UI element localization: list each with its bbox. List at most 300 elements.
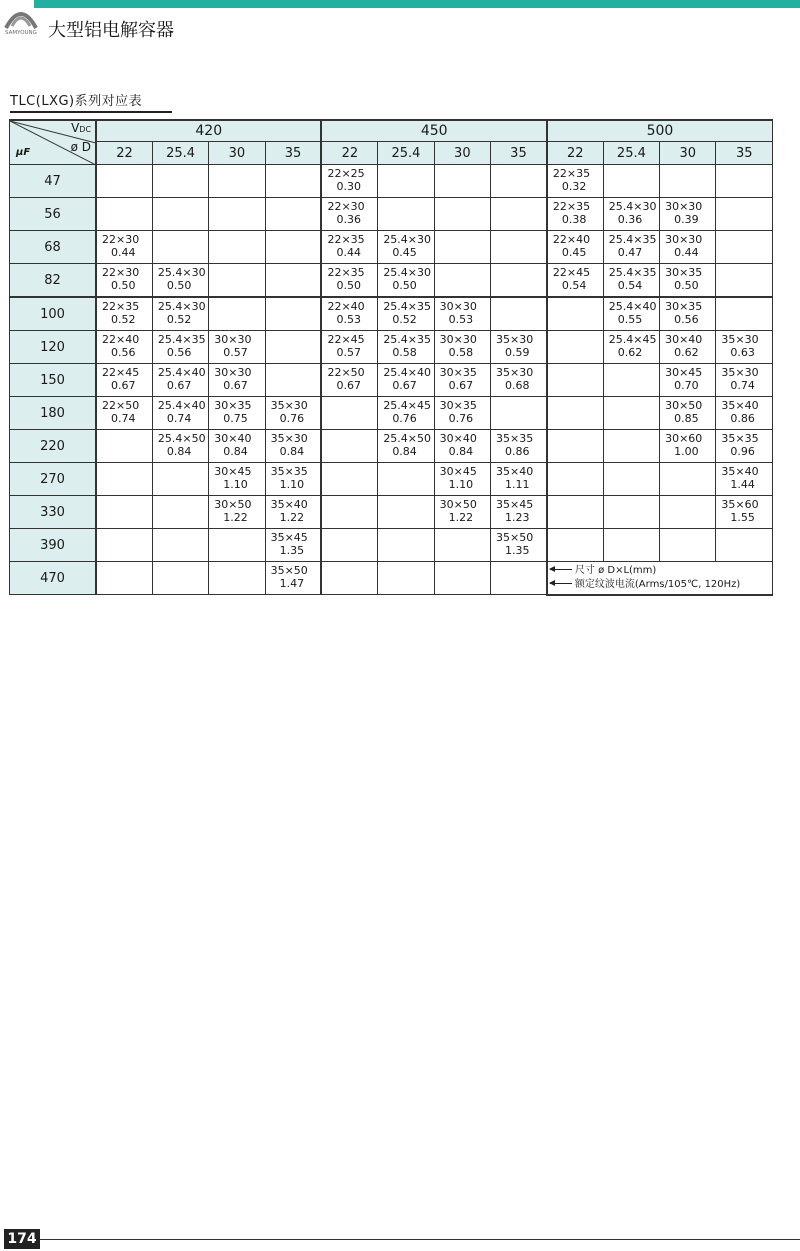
- ripple-current-text: 0.52: [111, 313, 136, 326]
- spec-cell: [603, 364, 659, 397]
- ripple-current-text: 0.62: [674, 346, 699, 359]
- ripple-current-text: 0.52: [392, 313, 417, 326]
- spec-cell: [491, 165, 547, 198]
- size-text: 35×35: [270, 465, 308, 478]
- spec-cell: [265, 231, 321, 264]
- spec-cell: [491, 297, 547, 331]
- ripple-current-text: 0.58: [392, 346, 417, 359]
- section-title: TLC(LXG)系列对应表: [10, 90, 172, 113]
- spec-cell: [660, 496, 716, 529]
- page-title: 大型铝电解容器: [48, 20, 174, 41]
- spec-cell: [265, 529, 321, 562]
- spec-cell: [378, 331, 434, 364]
- diameter-header: 22: [96, 142, 152, 165]
- size-text: 35×40: [496, 465, 534, 478]
- spec-cell: [321, 430, 377, 463]
- spec-cell: [152, 231, 208, 264]
- spec-cell: [378, 430, 434, 463]
- spec-cell: [209, 364, 265, 397]
- ripple-current-text: 1.10: [223, 478, 248, 491]
- size-text: 30×35: [214, 399, 252, 412]
- spec-cell: [152, 397, 208, 430]
- ripple-current-text: 1.11: [505, 478, 530, 491]
- size-text: 30×30: [214, 366, 252, 379]
- size-text: 25.4×35: [157, 333, 206, 346]
- size-text: 25.4×30: [383, 233, 432, 246]
- spec-cell: [547, 231, 603, 264]
- ripple-current-text: 0.84: [166, 445, 192, 458]
- ripple-current-text: 0.36: [336, 213, 361, 226]
- size-text: 22×30: [102, 266, 140, 279]
- ripple-current-text: 1.55: [730, 511, 755, 524]
- size-text: 25.4×35: [383, 333, 432, 346]
- spec-cell: [265, 496, 321, 529]
- size-text: 22×45: [102, 366, 140, 379]
- size-text: 25.4×50: [383, 432, 432, 445]
- ripple-current-text: 0.74: [166, 412, 192, 425]
- table-row: [10, 264, 773, 298]
- spec-cell: [491, 231, 547, 264]
- spec-cell: [660, 297, 716, 331]
- spec-cell: [547, 496, 603, 529]
- size-text: 25.4×40: [157, 399, 206, 412]
- ripple-current-text: 0.96: [730, 445, 755, 458]
- table-row: [10, 529, 773, 562]
- spec-cell: [96, 496, 152, 529]
- spec-cell: [209, 264, 265, 298]
- spec-cell: [378, 198, 434, 231]
- size-text: 22×35: [552, 200, 591, 213]
- capacitor-spec-table: [9, 119, 773, 596]
- size-text: 25.4×45: [608, 333, 657, 346]
- ripple-current-text: 0.84: [279, 445, 305, 458]
- spec-cell: [491, 331, 547, 364]
- size-text: 30×40: [665, 333, 703, 346]
- ripple-current-text: 0.86: [730, 412, 755, 425]
- spec-cell: [547, 264, 603, 298]
- diameter-header: 35: [716, 142, 773, 165]
- spec-cell: [321, 231, 377, 264]
- spec-cell: [603, 198, 659, 231]
- spec-cell: [321, 397, 377, 430]
- table-row: [10, 463, 773, 496]
- capacitance-value: 270: [10, 463, 97, 496]
- ripple-current-text: 1.10: [279, 478, 305, 491]
- spec-cell: [378, 264, 434, 298]
- ripple-current-text: 0.55: [617, 313, 643, 326]
- ripple-current-text: 0.67: [336, 379, 361, 392]
- voltage-group-header: 420: [96, 120, 321, 142]
- spec-cell: [716, 297, 773, 331]
- spec-cell: [491, 397, 547, 430]
- capacitance-value: 100: [10, 297, 97, 331]
- spec-cell: [434, 297, 490, 331]
- spec-cell: [434, 529, 490, 562]
- ripple-current-text: 0.75: [223, 412, 248, 425]
- spec-cell: [716, 231, 773, 264]
- spec-cell: [265, 463, 321, 496]
- size-text: 30×35: [439, 399, 477, 412]
- spec-cell: [547, 397, 603, 430]
- spec-cell: [152, 430, 208, 463]
- ripple-current-text: 1.44: [730, 478, 755, 491]
- size-text: 35×35: [721, 432, 759, 445]
- spec-cell: [265, 165, 321, 198]
- spec-cell: [96, 264, 152, 298]
- size-text: 25.4×40: [383, 366, 432, 379]
- size-text: 35×60: [721, 498, 759, 511]
- table-row: [10, 397, 773, 430]
- spec-cell: [660, 397, 716, 430]
- spec-cell: [321, 165, 377, 198]
- legend-size: 尺寸 ø D×L(mm): [550, 564, 772, 578]
- size-text: 25.4×50: [157, 432, 206, 445]
- spec-cell: [265, 331, 321, 364]
- ripple-current-text: 1.35: [279, 544, 305, 557]
- spec-cell: [660, 463, 716, 496]
- spec-cell: [660, 364, 716, 397]
- spec-cell: [660, 231, 716, 264]
- spec-cell: [96, 529, 152, 562]
- size-text: 25.4×30: [157, 266, 206, 279]
- ripple-current-text: 0.76: [448, 412, 474, 425]
- ripple-current-text: 0.39: [674, 213, 699, 226]
- spec-cell: [209, 430, 265, 463]
- ripple-current-text: 1.10: [448, 478, 474, 491]
- spec-cell: [96, 364, 152, 397]
- spec-cell: [209, 165, 265, 198]
- ripple-current-text: 0.58: [448, 346, 474, 359]
- size-text: 22×30: [327, 200, 365, 213]
- spec-cell: [547, 430, 603, 463]
- samyoung-logo-icon: [2, 2, 40, 36]
- spec-cell: [716, 364, 773, 397]
- spec-cell: [96, 198, 152, 231]
- spec-cell: [321, 463, 377, 496]
- ripple-current-text: 0.38: [561, 213, 587, 226]
- spec-cell: [321, 364, 377, 397]
- spec-cell: [603, 463, 659, 496]
- spec-cell: [491, 364, 547, 397]
- size-text: 30×45: [665, 366, 703, 379]
- ripple-current-text: 0.74: [730, 379, 755, 392]
- diameter-header: 25.4: [603, 142, 659, 165]
- spec-cell: [209, 297, 265, 331]
- spec-cell: [491, 562, 547, 595]
- diameter-header: 30: [209, 142, 265, 165]
- ripple-current-text: 0.53: [336, 313, 361, 326]
- diameter-header: 22: [547, 142, 603, 165]
- size-text: 30×30: [214, 333, 252, 346]
- capacitance-value: 82: [10, 264, 97, 298]
- ripple-current-text: 0.56: [111, 346, 136, 359]
- diameter-header: 35: [265, 142, 321, 165]
- table-row: [10, 297, 773, 331]
- size-text: 22×35: [327, 233, 365, 246]
- spec-cell: [434, 463, 490, 496]
- spec-cell: [491, 430, 547, 463]
- size-text: 30×45: [214, 465, 252, 478]
- spec-cell: [209, 331, 265, 364]
- spec-cell: [378, 496, 434, 529]
- diameter-header: 30: [660, 142, 716, 165]
- spec-cell: [603, 529, 659, 562]
- spec-cell: [547, 529, 603, 562]
- capacitance-value: 180: [10, 397, 97, 430]
- ripple-current-text: 0.53: [448, 313, 474, 326]
- spec-cell: [152, 198, 208, 231]
- ripple-current-text: 0.47: [617, 246, 643, 259]
- spec-cell: [152, 331, 208, 364]
- size-text: 30×30: [665, 200, 703, 213]
- size-text: 35×45: [270, 531, 308, 544]
- footer-rule: [40, 1239, 800, 1240]
- legend-ripple: 额定纹波电流(Arms/105℃, 120Hz): [550, 578, 772, 592]
- spec-cell: [265, 264, 321, 298]
- size-text: 30×40: [214, 432, 252, 445]
- ripple-current-text: 1.47: [279, 577, 305, 590]
- spec-cell: [434, 430, 490, 463]
- size-text: 25.4×40: [608, 300, 657, 313]
- capacitance-value: 470: [10, 562, 97, 595]
- table-row: [10, 562, 773, 595]
- spec-cell: [321, 331, 377, 364]
- voltage-group-header: 450: [321, 120, 546, 142]
- size-text: 25.4×30: [608, 200, 657, 213]
- spec-cell: [660, 198, 716, 231]
- ripple-current-text: 0.67: [166, 379, 192, 392]
- size-text: 35×35: [496, 432, 534, 445]
- arrow-left-icon: [550, 569, 572, 570]
- size-text: 22×45: [552, 266, 591, 279]
- spec-cell: [209, 397, 265, 430]
- spec-cell: [716, 529, 773, 562]
- ripple-current-text: 0.84: [392, 445, 417, 458]
- spec-cell: [209, 562, 265, 595]
- arrow-left-icon: [550, 583, 572, 584]
- spec-cell: [716, 397, 773, 430]
- size-text: 35×50: [270, 564, 308, 577]
- size-text: 22×35: [102, 300, 140, 313]
- spec-cell: [491, 198, 547, 231]
- size-text: 22×25: [327, 167, 365, 180]
- size-text: 35×30: [496, 333, 534, 346]
- ripple-current-text: 0.44: [674, 246, 699, 259]
- spec-cell: [434, 231, 490, 264]
- spec-cell: [378, 297, 434, 331]
- size-text: 30×40: [439, 432, 477, 445]
- spec-cell: [209, 496, 265, 529]
- spec-cell: [265, 364, 321, 397]
- size-text: 25.4×45: [383, 399, 432, 412]
- size-text: 35×40: [721, 399, 759, 412]
- spec-cell: [152, 562, 208, 595]
- spec-cell: [434, 165, 490, 198]
- table-row: [10, 430, 773, 463]
- ripple-current-text: 0.74: [111, 412, 136, 425]
- ripple-current-text: 0.57: [223, 346, 248, 359]
- spec-cell: [96, 297, 152, 331]
- spec-cell: [434, 331, 490, 364]
- size-text: 35×30: [270, 432, 308, 445]
- ripple-current-text: 0.50: [336, 279, 361, 292]
- spec-cell: [434, 198, 490, 231]
- spec-cell: [378, 562, 434, 595]
- spec-cell: [434, 397, 490, 430]
- size-text: 22×40: [552, 233, 591, 246]
- diameter-header: 35: [491, 142, 547, 165]
- spec-cell: [321, 264, 377, 298]
- spec-cell: [152, 364, 208, 397]
- ripple-current-text: 0.76: [392, 412, 417, 425]
- spec-cell: [96, 430, 152, 463]
- spec-cell: [603, 165, 659, 198]
- spec-cell: [434, 264, 490, 298]
- spec-cell: [491, 463, 547, 496]
- ripple-current-text: 0.67: [392, 379, 417, 392]
- ripple-current-text: 0.36: [617, 213, 643, 226]
- ripple-current-text: 0.59: [505, 346, 530, 359]
- spec-cell: [491, 529, 547, 562]
- ripple-current-text: 0.86: [505, 445, 530, 458]
- spec-cell: [603, 496, 659, 529]
- diameter-header: 22: [321, 142, 377, 165]
- spec-cell: [491, 264, 547, 298]
- size-text: 25.4×40: [157, 366, 206, 379]
- ripple-current-text: 1.22: [223, 511, 248, 524]
- spec-cell: [716, 430, 773, 463]
- spec-cell: [321, 297, 377, 331]
- ripple-current-text: 0.50: [674, 279, 699, 292]
- size-text: 22×40: [102, 333, 140, 346]
- spec-cell: [716, 165, 773, 198]
- ripple-current-text: 0.45: [392, 246, 417, 259]
- ripple-current-text: 1.22: [279, 511, 305, 524]
- size-text: 30×50: [665, 399, 703, 412]
- size-text: 35×30: [496, 366, 534, 379]
- spec-cell: [603, 297, 659, 331]
- spec-cell: [96, 331, 152, 364]
- spec-cell: [96, 397, 152, 430]
- logo-brand-text: SAMYOUNG: [5, 30, 37, 36]
- spec-cell: [265, 562, 321, 595]
- size-text: 22×45: [327, 333, 365, 346]
- size-text: 22×50: [327, 366, 365, 379]
- size-text: 30×50: [214, 498, 252, 511]
- capacitance-value: 220: [10, 430, 97, 463]
- ripple-current-text: 0.85: [674, 412, 699, 425]
- size-text: 22×30: [102, 233, 140, 246]
- diameter-header: 25.4: [152, 142, 208, 165]
- table-row: [10, 331, 773, 364]
- table-row: [10, 198, 773, 231]
- spec-cell: [321, 198, 377, 231]
- size-text: 35×50: [496, 531, 534, 544]
- ripple-current-text: 0.44: [336, 246, 361, 259]
- spec-cell: [321, 529, 377, 562]
- spec-cell: [491, 496, 547, 529]
- ripple-current-text: 0.30: [336, 180, 361, 193]
- ripple-current-text: 0.45: [561, 246, 587, 259]
- spec-cell: [603, 264, 659, 298]
- spec-cell: [434, 364, 490, 397]
- size-text: 30×60: [665, 432, 703, 445]
- diameter-header: 30: [434, 142, 490, 165]
- spec-cell: [96, 463, 152, 496]
- ripple-current-text: 0.54: [617, 279, 643, 292]
- spec-cell: [603, 331, 659, 364]
- spec-cell: [716, 463, 773, 496]
- spec-cell: [152, 529, 208, 562]
- spec-cell: [434, 562, 490, 595]
- capacitance-value: 56: [10, 198, 97, 231]
- ripple-current-text: 0.50: [166, 279, 192, 292]
- size-text: 22×35: [552, 167, 591, 180]
- spec-cell: [660, 165, 716, 198]
- spec-cell: [152, 496, 208, 529]
- ripple-current-text: 0.56: [166, 346, 192, 359]
- spec-cell: [547, 364, 603, 397]
- size-text: 30×30: [439, 300, 477, 313]
- spec-cell: [209, 231, 265, 264]
- capacitance-value: 47: [10, 165, 97, 198]
- size-text: 30×50: [439, 498, 477, 511]
- table-legend: [547, 562, 773, 595]
- spec-cell: [547, 165, 603, 198]
- size-text: 30×30: [439, 333, 477, 346]
- spec-cell: [660, 264, 716, 298]
- spec-cell: [209, 198, 265, 231]
- voltage-group-header: 500: [547, 120, 773, 142]
- capacitance-value: 120: [10, 331, 97, 364]
- ripple-current-text: 0.67: [223, 379, 248, 392]
- spec-cell: [265, 198, 321, 231]
- size-text: 35×45: [496, 498, 534, 511]
- ripple-current-text: 0.76: [279, 412, 305, 425]
- size-text: 30×35: [665, 300, 703, 313]
- spec-cell: [434, 496, 490, 529]
- ripple-current-text: 0.54: [561, 279, 587, 292]
- spec-cell: [716, 264, 773, 298]
- spec-cell: [209, 463, 265, 496]
- ripple-current-text: 1.23: [505, 511, 530, 524]
- spec-cell: [96, 562, 152, 595]
- diameter-header: 25.4: [378, 142, 434, 165]
- diameter-label: ø D: [70, 140, 92, 154]
- spec-cell: [716, 331, 773, 364]
- ripple-current-text: 0.52: [166, 313, 192, 326]
- size-text: 25.4×35: [608, 233, 657, 246]
- spec-cell: [547, 463, 603, 496]
- ripple-current-text: 0.67: [448, 379, 474, 392]
- size-text: 35×30: [270, 399, 308, 412]
- size-text: 30×35: [439, 366, 477, 379]
- ripple-current-text: 0.50: [392, 279, 417, 292]
- page-number: 174: [4, 1229, 40, 1249]
- spec-cell: [603, 231, 659, 264]
- size-text: 30×35: [665, 266, 703, 279]
- size-text: 25.4×30: [383, 266, 432, 279]
- size-text: 25.4×35: [383, 300, 432, 313]
- size-text: 35×30: [721, 366, 759, 379]
- spec-cell: [209, 529, 265, 562]
- ripple-current-text: 0.50: [111, 279, 136, 292]
- ripple-current-text: 0.84: [448, 445, 474, 458]
- spec-cell: [96, 165, 152, 198]
- spec-cell: [378, 165, 434, 198]
- vdc-label: VDC: [71, 121, 92, 135]
- spec-cell: [603, 430, 659, 463]
